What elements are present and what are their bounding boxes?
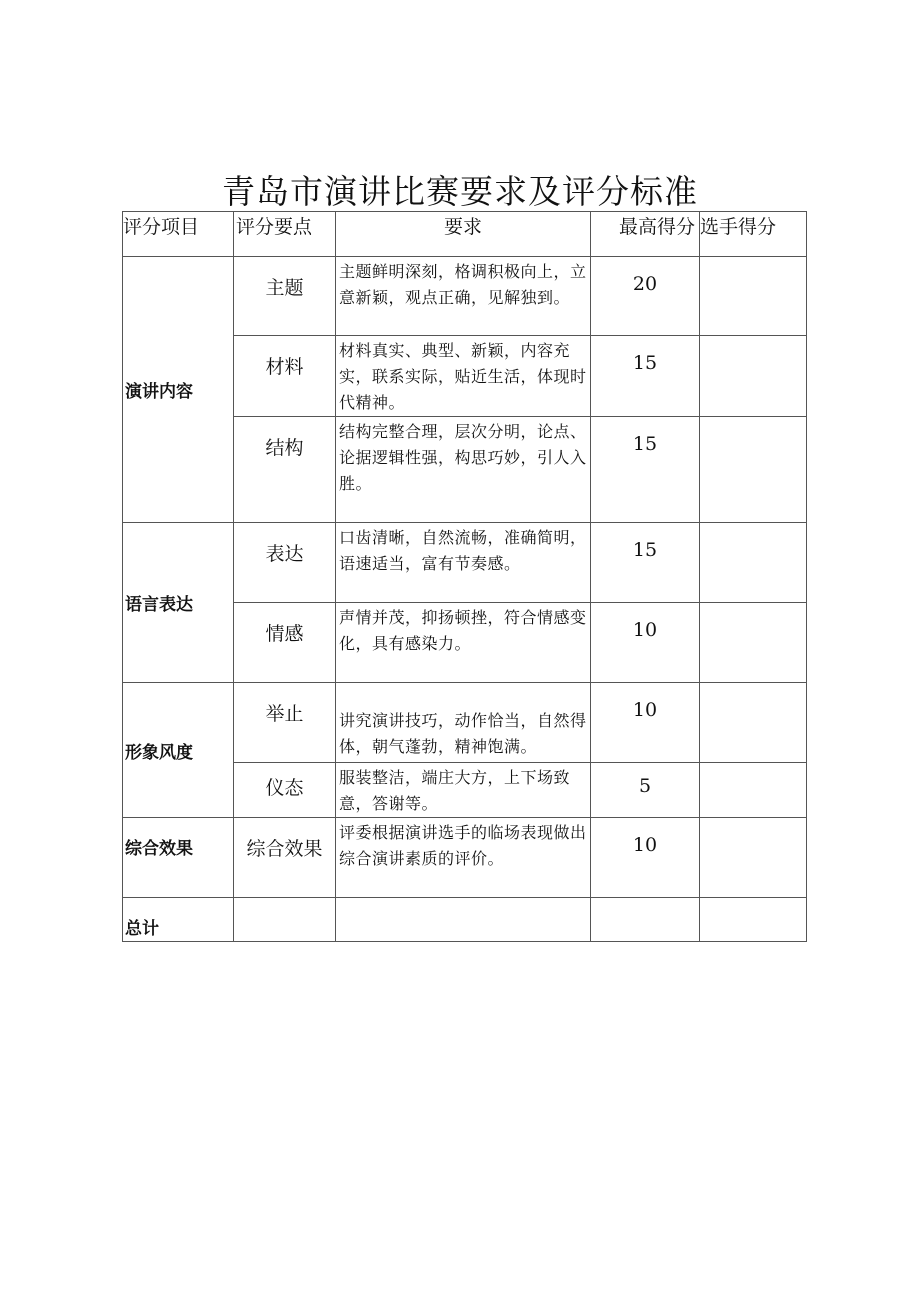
total-empty-cell: [234, 898, 336, 942]
requirement-cell: [336, 603, 591, 683]
total-label: 总计: [125, 919, 159, 939]
requirement-cell: [336, 257, 591, 336]
player-score-cell[interactable]: [700, 523, 807, 603]
requirement-text: 服装整洁，端庄大方，上下场致意，答谢等。: [339, 768, 571, 813]
scoring-table: [122, 211, 807, 942]
player-score-cell[interactable]: [700, 336, 807, 417]
max-score-value: 15: [632, 539, 658, 561]
requirement-text: 结构完整合理，层次分明，论点、论据逻辑性强，构思巧妙，引人入胜。: [339, 422, 587, 493]
max-score-cell: [591, 257, 700, 336]
requirement-text: 材料真实、典型、新颖，内容充实，联系实际，贴近生活，体现时代精神。: [339, 341, 587, 412]
requirement-text: 评委根据演讲选手的临场表现做出综合演讲素质的评价。: [339, 823, 587, 868]
max-score-cell: [591, 336, 700, 417]
max-score-cell: [591, 818, 700, 898]
max-score-value: 5: [638, 775, 652, 797]
point-cell: [234, 336, 336, 417]
point-cell: [234, 417, 336, 523]
total-row: [123, 898, 807, 942]
category-cell: 语言表达: [123, 523, 234, 683]
max-score-value: 10: [632, 619, 658, 641]
header-label: 评分要点: [236, 216, 313, 238]
max-score-cell: [591, 603, 700, 683]
point-cell: [234, 818, 336, 898]
header-cell-point: [234, 212, 336, 257]
point-label: 材料: [265, 356, 304, 378]
point-cell: [234, 257, 336, 336]
table-row: [123, 683, 807, 763]
requirement-cell: [336, 818, 591, 898]
category-cell: 形象风度: [123, 683, 234, 818]
player-score-cell[interactable]: [700, 257, 807, 336]
point-label: 结构: [265, 437, 304, 459]
player-score-cell[interactable]: [700, 603, 807, 683]
max-score-cell: [591, 417, 700, 523]
max-score-value: 10: [632, 834, 658, 856]
point-label: 主题: [265, 277, 304, 299]
header-label: 要求: [443, 216, 482, 238]
max-score-value: 20: [632, 273, 658, 295]
category-cell: 演讲内容: [123, 257, 234, 523]
point-label: 表达: [265, 543, 304, 565]
max-score-cell: [591, 763, 700, 818]
point-label: 仪态: [265, 777, 304, 799]
requirement-cell: [336, 523, 591, 603]
table-row: [123, 818, 807, 898]
max-score-value: 15: [632, 433, 658, 455]
header-label: 评分项目: [123, 216, 200, 238]
requirement-text: 讲究演讲技巧，动作恰当，自然得体，朝气蓬勃，精神饱满。: [339, 711, 587, 756]
header-cell-max-score: [591, 212, 700, 257]
requirement-cell: [336, 417, 591, 523]
header-cell-requirement: [336, 212, 591, 257]
player-score-cell[interactable]: [700, 683, 807, 763]
max-score-cell: [591, 523, 700, 603]
player-score-cell[interactable]: [700, 417, 807, 523]
requirement-text: 主题鲜明深刻，格调积极向上，立意新颖，观点正确，见解独到。: [339, 262, 587, 307]
max-score-cell: [591, 683, 700, 763]
requirement-cell: [336, 683, 591, 763]
total-empty-cell: [336, 898, 591, 942]
requirement-cell: [336, 336, 591, 417]
header-row: [123, 212, 807, 257]
requirement-cell: [336, 763, 591, 818]
category-cell: 综合效果: [123, 818, 234, 898]
table-row: [123, 523, 807, 603]
total-label-cell: [123, 898, 234, 942]
player-score-cell[interactable]: [700, 818, 807, 898]
page-title: 青岛市演讲比赛要求及评分标准: [222, 172, 698, 211]
point-cell: [234, 523, 336, 603]
header-cell-item: [123, 212, 234, 257]
point-cell: [234, 683, 336, 763]
point-cell: [234, 603, 336, 683]
point-label: 情感: [265, 623, 304, 645]
max-score-value: 10: [632, 699, 658, 721]
requirement-text: 声情并茂，抑扬顿挫，符合情感变化，具有感染力。: [339, 608, 587, 653]
table-row: [123, 257, 807, 336]
max-score-value: 15: [632, 352, 658, 374]
header-label: 选手得分: [700, 216, 777, 238]
total-score-cell[interactable]: [700, 898, 807, 942]
point-label: 综合效果: [246, 838, 323, 860]
header-cell-player-score: [700, 212, 807, 257]
point-cell: [234, 763, 336, 818]
requirement-text: 口齿清晰，自然流畅，准确简明，语速适当，富有节奏感。: [339, 528, 587, 573]
point-label: 举止: [265, 703, 304, 725]
player-score-cell[interactable]: [700, 763, 807, 818]
total-empty-cell: [591, 898, 700, 942]
header-label: 最高得分: [618, 216, 695, 238]
